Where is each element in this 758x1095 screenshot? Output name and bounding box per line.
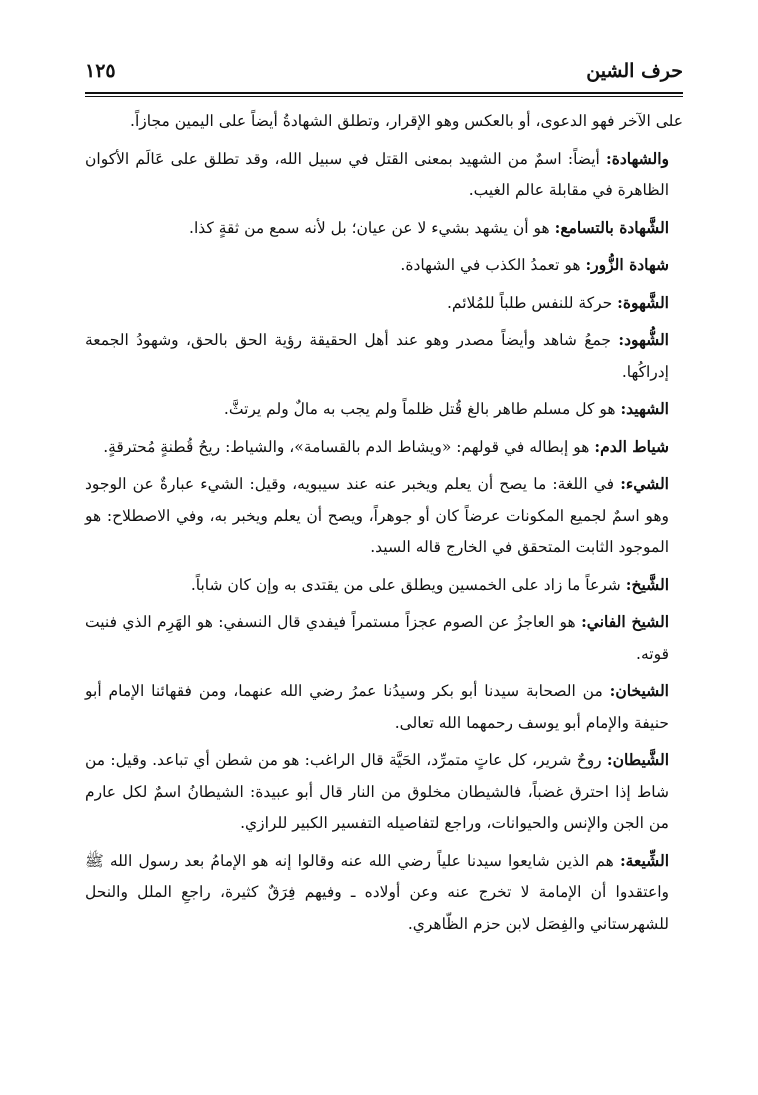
- entry-term: شهادة الزُّور:: [585, 255, 669, 274]
- entries-body: [85, 105, 683, 940]
- entry-term: الشيخان:: [609, 681, 669, 700]
- entry-definition: هو العاجزُ عن الصوم عجزاً مستمراً فيفدي قال النسفي: هو الهَرِم الذي فنيت قوته.: [85, 613, 669, 663]
- entry-term: شياط الدم:: [594, 436, 669, 456]
- entry: [85, 744, 683, 840]
- entry: [85, 143, 683, 207]
- entry: [85, 468, 683, 564]
- page-number: ١٢٥: [85, 60, 116, 82]
- entry-definition: أيضاً: اسمٌ من الشهيد بمعنى القتل في سبيل الله، وقد تطلق على عَالَم الأكوان الظاهرة في مقابلة عالم الغيب.: [85, 149, 669, 199]
- entry: [85, 845, 683, 941]
- entry: [85, 606, 683, 670]
- entry-term: الشَّيخ:: [625, 574, 669, 594]
- entry-term: الشِّيعة:: [619, 850, 669, 870]
- header-rule-thick: [85, 92, 683, 94]
- entry-definition: هو أن يشهد بشيء لا عن عيان؛ بل لأنه سمع من ثقةٍ كذا.: [189, 218, 555, 237]
- entry-definition: حركة للنفس طلباً للمُلائم.: [446, 293, 618, 312]
- entry-term: الشَّهادة بالتسامع:: [554, 217, 669, 237]
- entry-term: الشُّهود:: [618, 330, 669, 349]
- entry: [85, 249, 683, 282]
- entry: [85, 287, 683, 320]
- entry: [85, 675, 683, 739]
- entry-term: الشيء:: [620, 474, 669, 493]
- entry: [85, 324, 683, 388]
- entry-definition: في اللغة: ما يصح أن يعلم ويخبر عنه عند سيبويه، وقيل: الشيء عبارةٌ عن الوجود وهو اسمٌ لجميع المكونات عرضاً كان أو جوهراً، ويصح أن يعلم ويخبر به، وفي الاصطلاح: هو الموجود الثابت المتحقق في الخارج قاله السيد.: [85, 475, 669, 556]
- entry-term: الشهيد:: [620, 399, 669, 418]
- entry-definition: هو تعمدُ الكذب في الشهادة.: [400, 256, 586, 274]
- entry: [85, 212, 683, 245]
- entry-definition: هم الذين شايعوا سيدنا علياً رضي الله عنه وقالوا إنه هو الإمامُ بعد رسول الله ﷺ واعتقدوا أن الإمامة لا تخرج عنه وعن أولاده ـ وفيهم فِرَقٌ كثيرة، راجعِ الملل والنحل للشهرستاني والفِصَل لابن حزم الظّاهري.: [85, 851, 669, 933]
- entry-term: الشيخ الفاني:: [581, 612, 670, 631]
- entry-term: الشَّيطان:: [606, 750, 669, 769]
- entry: [85, 393, 683, 426]
- entry-definition: هو إبطاله في قولهم: «ويشاط الدم بالقسامة»، والشياط: ريحُ قُطنةٍ مُحترقةٍ.: [103, 437, 595, 456]
- entry-definition: جمعُ شاهد وأيضاً مصدر وهو عند أهل الحقيقة رؤية الحق بالحق، وشهودُ الجمعة إدراكُها.: [85, 331, 669, 381]
- entry-term: والشهادة:: [606, 148, 669, 168]
- entry-definition: هو كل مسلم طاهر بالغ قُتل ظلماً ولم يجب به مالٌ ولم يرتثَّ.: [223, 400, 621, 418]
- entry: [85, 569, 683, 602]
- entry-definition: على الآخر فهو الدعوى، أو بالعكس وهو الإقرار، وتطلق الشهادةُ أيضاً على اليمين مجازاً.: [130, 112, 683, 130]
- entry-definition: روحٌ شرير، كل عاتٍ متمرِّد، الحَيَّة قال الراغب: هو من شطن أي تباعد. وقيل: من شاط إذا احترق غضباً، فالشيطان مخلوق من النار قال أبو عبيدة: الشيطانُ اسمٌ لكل عارم من الجن والإنس والحيوانات، وراجع لتفاصيله التفسير الكبير للرازي.: [85, 751, 669, 832]
- entry-term: الشَّهوة:: [617, 292, 669, 312]
- header-rule-thin: [85, 96, 683, 97]
- entry: [85, 431, 683, 464]
- entry-definition: من الصحابة سيدنا أبو بكر وسيدُنا عمرُ رضي الله عنهما، ومن فقهائنا الإمام أبو حنيفة والإمام أبو يوسف رحمهما الله تعالى.: [85, 682, 669, 732]
- chapter-title: حرف الشين: [586, 60, 683, 82]
- entry-continuation: [85, 105, 683, 138]
- entry-definition: شرعاً ما زاد على الخمسين ويطلق على من يقتدى به وإن كان شاباً.: [190, 575, 626, 594]
- page-header: [85, 60, 683, 88]
